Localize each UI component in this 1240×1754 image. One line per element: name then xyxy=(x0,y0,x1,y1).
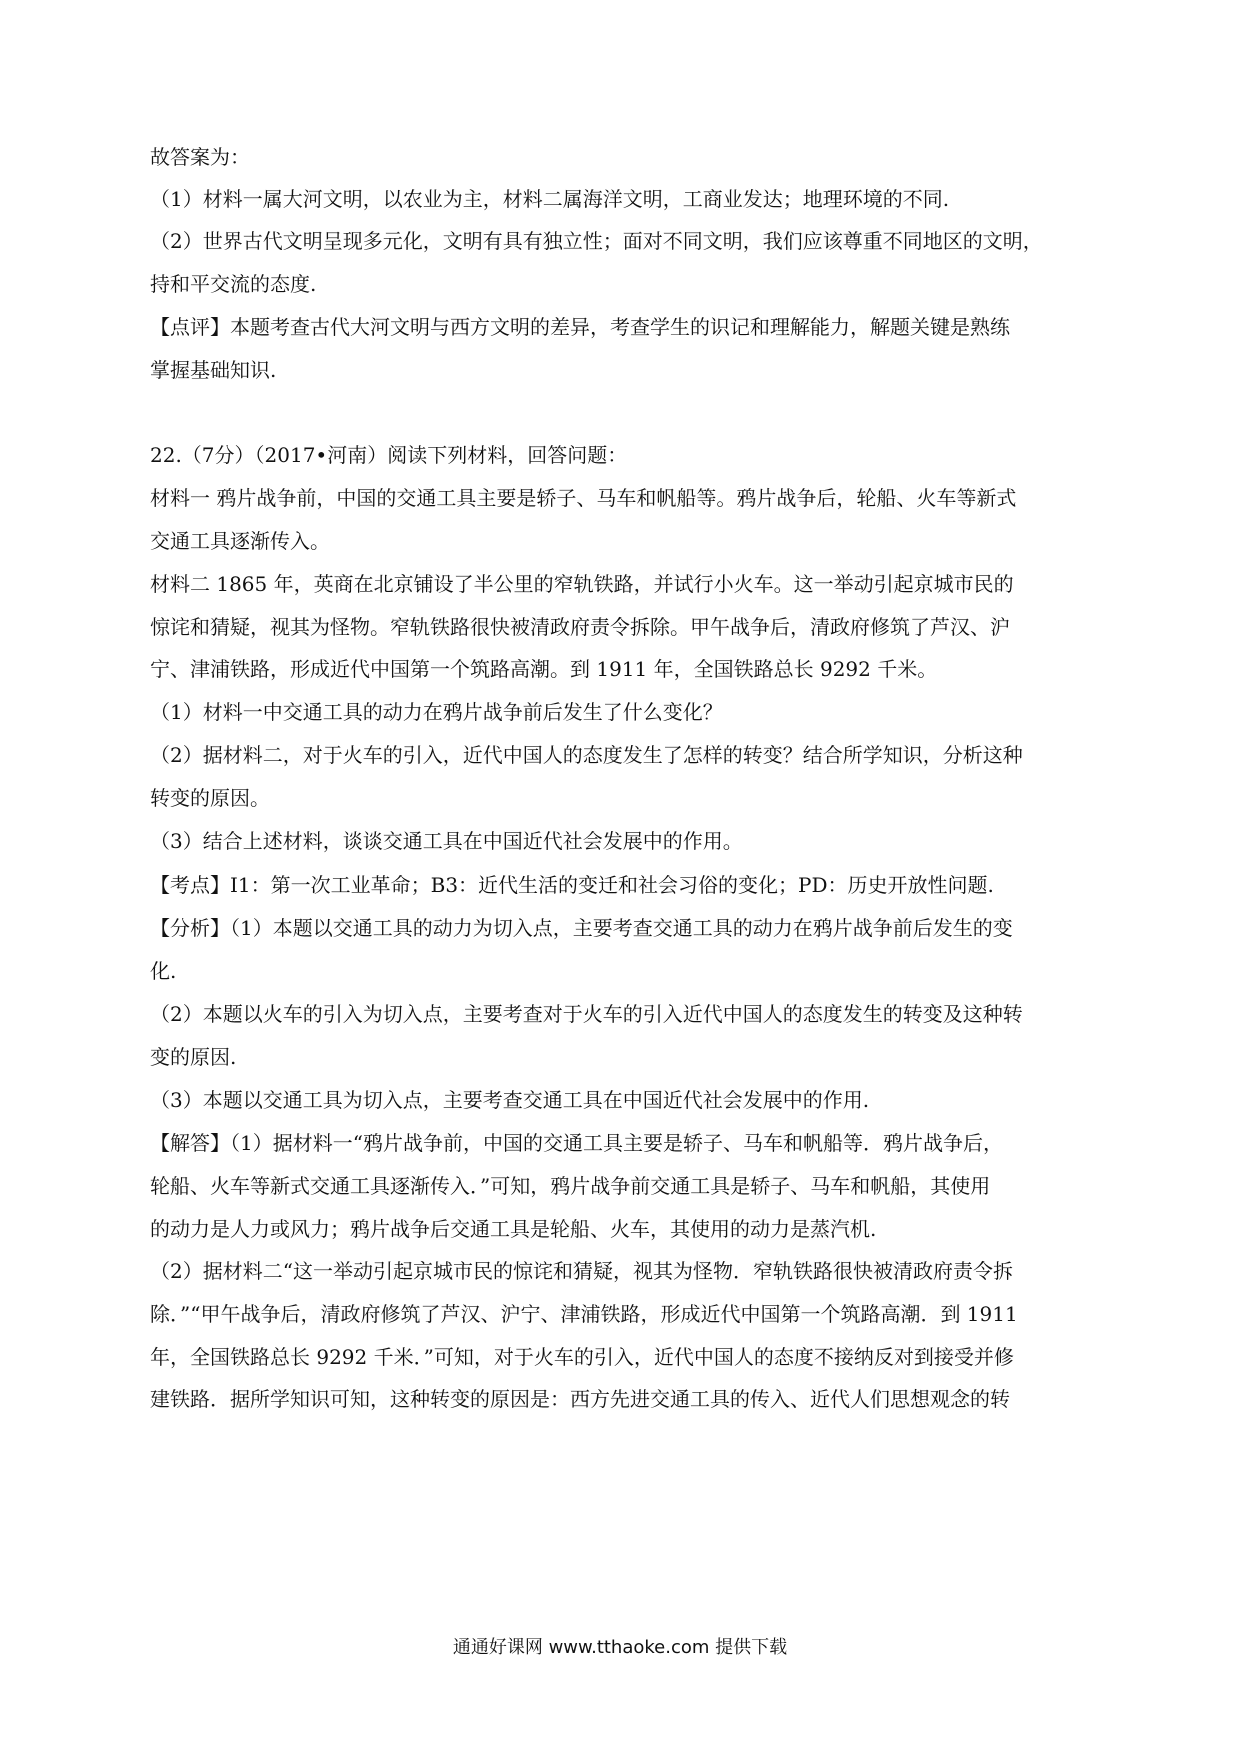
text-line: （3）结合上述材料，谈谈交通工具在中国近代社会发展中的作用。 xyxy=(150,829,743,853)
text-line: 【解答】（1）据材料一“鸦片战争前，中国的交通工具主要是轿子、马车和帆船等．鸦片战争后， xyxy=(150,1131,1003,1155)
text-line: 【考点】I1：第一次工业革命；B3：近代生活的变迁和社会习俗的变化；PD：历史开放性问题. xyxy=(150,873,994,897)
text-line: 持和平交流的态度. xyxy=(150,272,317,296)
text-line: 除．”“甲午战争后，清政府修筑了芦汉、沪宁、津浦铁路，形成近代中国第一个筑路高潮．到 1911 xyxy=(150,1302,1018,1326)
text-line: 的动力是人力或风力；鸦片战争后交通工具是轮船、火车，其使用的动力是蒸汽机. xyxy=(150,1217,877,1241)
text-line: 化. xyxy=(150,959,177,983)
text-line: 转变的原因。 xyxy=(150,786,270,810)
text-line: 22.（7分）（2017•河南）阅读下列材料，回答问题： xyxy=(150,443,628,467)
text-line: 故答案为： xyxy=(150,145,250,169)
text-line: 【分析】（1）本题以交通工具的动力为切入点，主要考查交通工具的动力在鸦片战争前后发生的变 xyxy=(150,916,1013,940)
text-line: 材料二 1865 年，英商在北京铺设了半公里的窄轨铁路，并试行小火车。这一举动引起京城市民的 xyxy=(150,572,1014,596)
text-line: （2）据材料二，对于火车的引入，近代中国人的态度发生了怎样的转变？结合所学知识，分析这种 xyxy=(150,743,1023,767)
text-line: 宁、津浦铁路，形成近代中国第一个筑路高潮。到 1911 年，全国铁路总长 9292 千米。 xyxy=(150,657,938,681)
text-line: （2）本题以火车的引入为切入点，主要考查对于火车的引入近代中国人的态度发生的转变及这种转 xyxy=(150,1002,1023,1026)
text-line: 年，全国铁路总长 9292 千米．”可知，对于火车的引入，近代中国人的态度不接纳反对到接受并修 xyxy=(150,1345,1014,1369)
text-line: （1）材料一中交通工具的动力在鸦片战争前后发生了什么变化？ xyxy=(150,700,723,724)
text-line: 建铁路．据所学知识可知，这种转变的原因是：西方先进交通工具的传入、近代人们思想观念的转 xyxy=(150,1387,1010,1411)
text-line: 轮船、火车等新式交通工具逐渐传入．”可知，鸦片战争前交通工具是轿子、马车和帆船，其使用 xyxy=(150,1174,991,1198)
text-line: 变的原因. xyxy=(150,1045,237,1069)
text-line: 惊诧和猜疑，视其为怪物。窄轨铁路很快被清政府责令拆除。甲午战争后，清政府修筑了芦汉、沪 xyxy=(150,615,1010,639)
page-footer: 通通好课网 www.tthaoke.com 提供下载 xyxy=(452,1637,788,1658)
text-line: 【点评】本题考查古代大河文明与西方文明的差异，考查学生的识记和理解能力，解题关键是熟练 xyxy=(150,315,1010,339)
text-line: 掌握基础知识. xyxy=(150,358,277,382)
text-line: （2）据材料二“这一举动引起京城市民的惊诧和猜疑，视其为怪物．窄轨铁路很快被清政府责令拆 xyxy=(150,1259,1013,1283)
text-line: 交通工具逐渐传入。 xyxy=(150,529,330,553)
text-line: （3）本题以交通工具为切入点，主要考查交通工具在中国近代社会发展中的作用. xyxy=(150,1088,870,1112)
text-line: （1）材料一属大河文明，以农业为主，材料二属海洋文明，工商业发达；地理环境的不同. xyxy=(150,187,950,211)
text-line: （2）世界古代文明呈现多元化，文明有具有独立性；面对不同文明，我们应该尊重不同地区的文明， xyxy=(150,229,1043,253)
text-line: 材料一 鸦片战争前，中国的交通工具主要是轿子、马车和帆船等。鸦片战争后，轮船、火车等新式 xyxy=(150,486,1017,510)
